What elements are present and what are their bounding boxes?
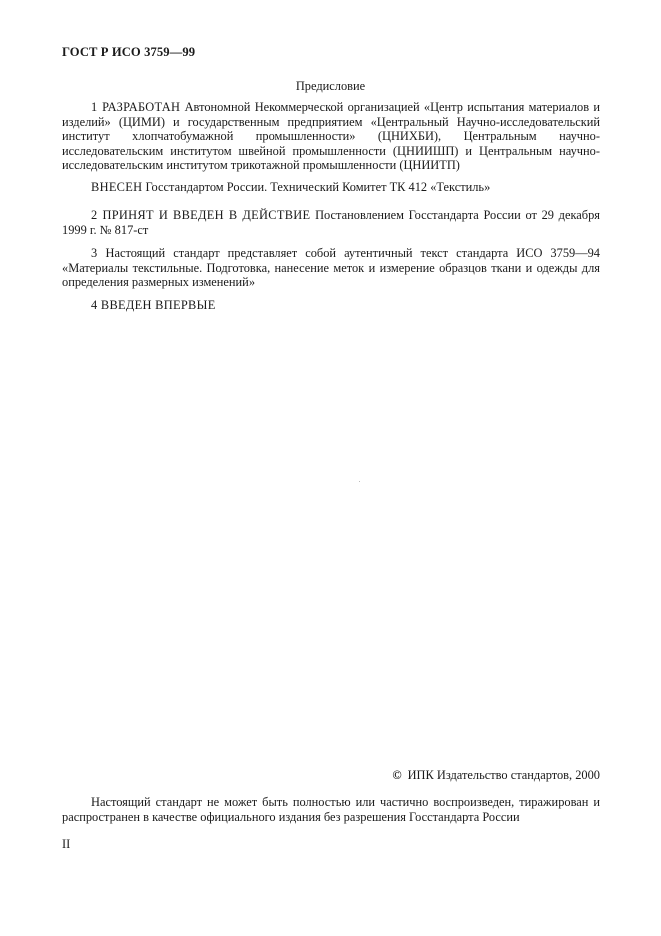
paragraph-lead: 1 РАЗРАБОТАН bbox=[91, 100, 181, 114]
paragraph-text: Постановлением Госстандарта России от 29 декабря 1999 г. № 817-ст bbox=[62, 208, 600, 237]
paragraph-lead: 4 ВВЕДЕН ВПЕРВЫЕ bbox=[91, 298, 216, 312]
scan-speck bbox=[359, 481, 360, 482]
paragraph-introduced-by bbox=[62, 180, 600, 195]
paragraph-adopted bbox=[62, 208, 600, 237]
copyright-symbol: © bbox=[392, 768, 402, 782]
copyright-text: ИПК Издательство стандартов, 2000 bbox=[407, 768, 600, 782]
paragraph-first-introduced bbox=[62, 298, 600, 313]
paragraph-lead: ВНЕСЕН bbox=[91, 180, 143, 194]
document-code: ГОСТ Р ИСО 3759—99 bbox=[62, 45, 196, 59]
reproduction-notice: Настоящий стандарт не может быть полностью или частично воспроизведен, тиражирован и распространен в качестве официального издания без разрешения Госстандарта России bbox=[62, 795, 600, 824]
paragraph-authentic-text bbox=[62, 246, 600, 290]
page-number: II bbox=[62, 837, 71, 851]
paragraph-lead: 3 bbox=[91, 246, 98, 260]
paragraph-developed-by bbox=[62, 100, 600, 173]
paragraph-lead: 2 ПРИНЯТ И ВВЕДЕН В ДЕЙСТВИЕ bbox=[91, 208, 311, 222]
copyright-line bbox=[392, 768, 600, 783]
paragraph-text: Автономной Некоммерческой организацией «Центр испытания материалов и изделий» (ЦИМИ) и государственным предприятием «Центральный Научно-исследовательский институт хлопчатобумажной промышленности» (ЦНИХБИ), Центральным научно-исследовательским институтом швейной промышленности (ЦНИИШП) и Центральным научно-исследовательским институтом трикотажной промышленности (ЦНИИТП) bbox=[62, 100, 600, 173]
section-title: Предисловие bbox=[295, 79, 366, 93]
paragraph-text: Госстандартом России. Технический Комитет ТК 412 «Текстиль» bbox=[142, 180, 491, 194]
paragraph-text: Настоящий стандарт представляет собой аутентичный текст стандарта ИСО 3759—94 «Материалы текстильные. Подготовка, нанесение меток и измерение образцов ткани и одежды для определения размерных изменений» bbox=[62, 246, 600, 290]
